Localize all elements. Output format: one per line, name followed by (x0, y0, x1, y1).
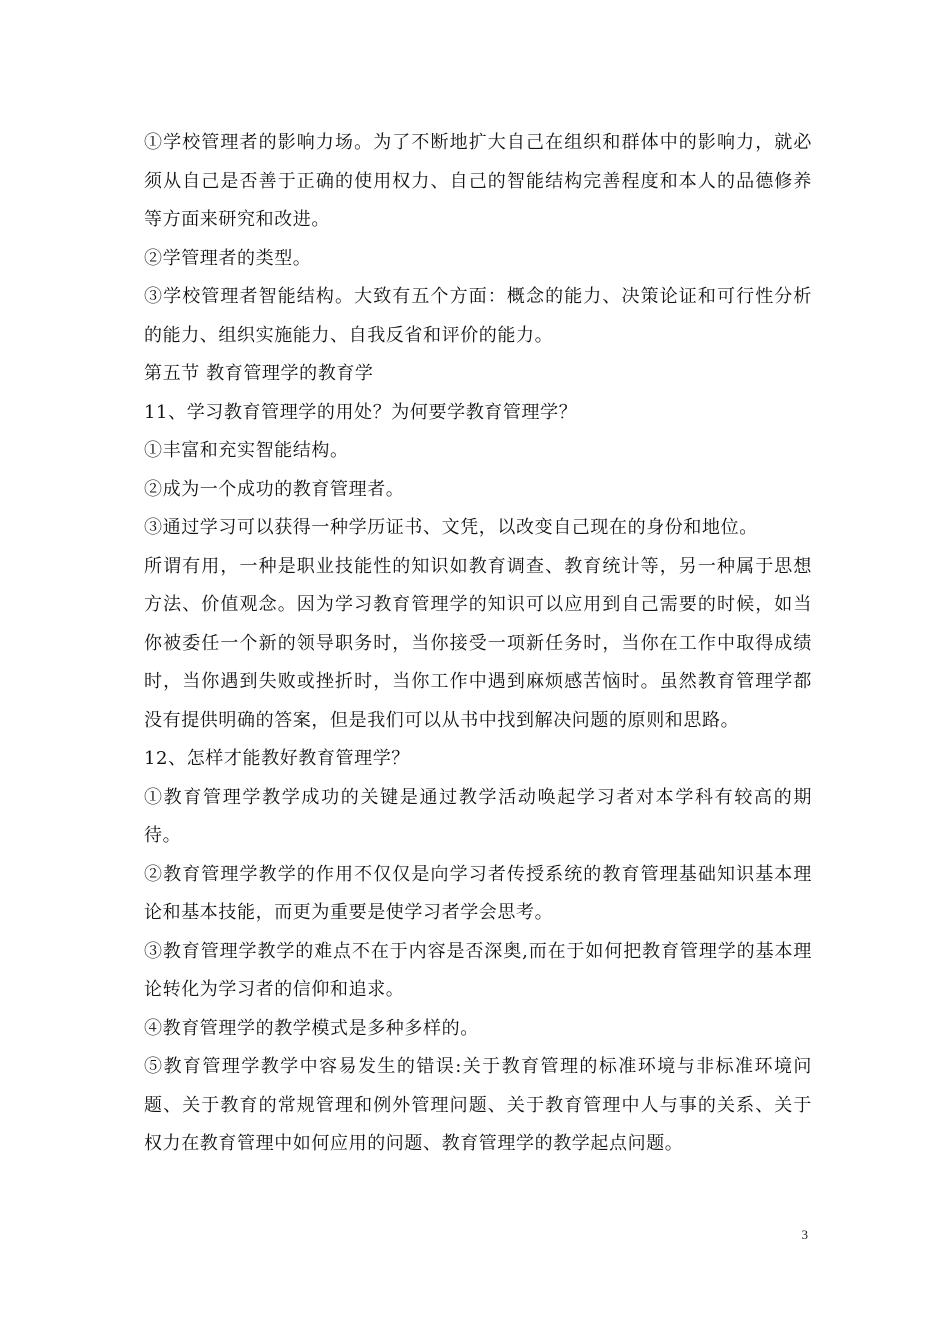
paragraph-influence-field: ①学校管理者的影响力场。为了不断地扩大自己在组织和群体中的影响力，就必须从自己是否善于正确的使用权力、自己的智能结构完善程度和本人的品德修养等方面来研究和改进。 (144, 132, 812, 230)
page-body (144, 124, 812, 1164)
answer-12-item-1: ①教育管理学教学成功的关键是通过教学活动唤起学习者对本学科有较高的期待。 (144, 786, 812, 846)
answer-11-item-2: ②成为一个成功的教育管理者。 (144, 478, 405, 500)
answer-12-item-4: ④教育管理学的教学模式是多种多样的。 (144, 1017, 479, 1039)
answer-11-item-1: ①丰富和充实智能结构。 (144, 440, 349, 461)
answer-11-item-3: ③通过学习可以获得一种学历证书、文凭，以改变自己现在的身份和地位。 (144, 517, 758, 538)
question-12: 12、怎样才能教好教育管理学？ (144, 748, 410, 769)
answer-12-item-3: ③教育管理学教学的难点不在于内容是否深奥,而在于如何把教育管理学的基本理论转化为学习者的信仰和追求。 (144, 940, 812, 1000)
paragraph-intelligence-structure: ③学校管理者智能结构。大致有五个方面：概念的能力、决策论证和可行性分析的能力、组织实施能力、自我反省和评价的能力。 (144, 286, 812, 346)
answer-11-explanation: 所谓有用，一种是职业技能性的知识如教育调查、教育统计等，另一种属于思想方法、价值观念。因为学习教育管理学的知识可以应用到自己需要的时候，如当你被委任一个新的领导职务时，当你接受一项新任务时，当你在工作中取得成绩时，当你遇到失败或挫折时，当你工作中遇到麻烦感苦恼时。虽然教育管理学都没有提供明确的答案，但是我们可以从书中找到解决问题的原则和思路。 (144, 555, 812, 731)
section-heading: 第五节 教育管理学的教育学 (144, 363, 374, 384)
answer-12-item-2: ②教育管理学教学的作用不仅仅是向学习者传授系统的教育管理基础知识基本理论和基本技能，而更为重要是使学习者学会思考。 (144, 863, 812, 923)
question-11: 11、学习教育管理学的用处？为何要学教育管理学？ (144, 401, 578, 423)
page-number: 3 (801, 1227, 808, 1242)
answer-12-item-5: ⑤教育管理学教学中容易发生的错误:关于教育管理的标准环境与非标准环境问题、关于教育的常规管理和例外管理问题、关于教育管理中人与事的关系、关于权力在教育管理中如何应用的问题、教育管理学的教学起点问题。 (144, 1056, 812, 1154)
paragraph-manager-types: ②学管理者的类型。 (144, 247, 312, 269)
